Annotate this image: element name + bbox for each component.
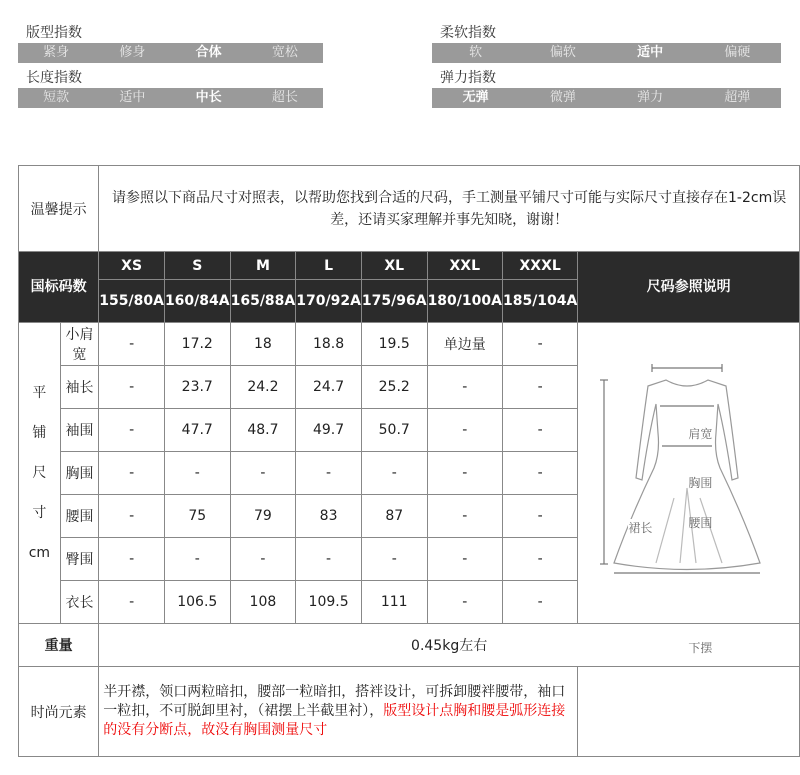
fashion-description: 半开襟，领口两粒暗扣，腰部一粒暗扣，搭袢设计，可拆卸腰袢腰带，袖口一粒扣，不可脱卸里衬，（裙摆上半截里衬）， [103,684,566,719]
fashion-empty-cell [578,667,800,757]
row-label: 袖长 [60,366,98,409]
cell: 24.2 [230,366,296,409]
index-option: 紧身 [43,45,70,60]
cell: 83 [296,495,362,538]
cell: - [427,538,502,581]
cell: - [99,323,165,366]
cell: - [427,581,502,624]
index-option: 微弹 [549,90,576,105]
index-option: 修身 [119,45,146,60]
cell: 50.7 [361,409,427,452]
index-bar-softness [432,43,781,63]
intl-code: 155/80A [99,280,165,323]
cell: - [502,409,577,452]
index-option: 超弹 [724,90,751,105]
row-label: 衣长 [60,581,98,624]
cell: - [164,538,230,581]
index-option: 弹力 [637,90,664,105]
cell: 19.5 [361,323,427,366]
cell: - [502,323,577,366]
cell: 111 [361,581,427,624]
intl-code: 160/84A [164,280,230,323]
size-header: XL [361,252,427,280]
cell: 48.7 [230,409,296,452]
cell: - [361,452,427,495]
cell: - [296,538,362,581]
cell: 17.2 [164,323,230,366]
fashion-text-cell [99,667,578,757]
row-label: 臀围 [60,538,98,581]
index-option: 偏硬 [724,45,751,60]
index-option: 超长 [271,90,298,105]
index-bar-length [18,88,323,108]
cell: - [230,452,296,495]
row-label: 胸围 [60,452,98,495]
cell: - [502,495,577,538]
diagram-label-hem: 下摆 [688,641,713,655]
cell: - [427,452,502,495]
fashion-label: 时尚元素 [19,667,99,757]
intl-code: 175/96A [361,280,427,323]
diagram-label-length: 裙长 [628,521,653,535]
intl-code: 170/92A [296,280,362,323]
tip-text: 请参照以下商品尺寸对照表，以帮助您找到合适的尺码，手工测量平铺尺寸可能与实际尺寸直接存在1-2cm误差，还请买家理解并事先知晓，谢谢！ [99,166,800,252]
reference-label: 尺码参照说明 [578,252,800,323]
cell: 79 [230,495,296,538]
cell: - [502,366,577,409]
cell: 108 [230,581,296,624]
cell: 18.8 [296,323,362,366]
cell: 75 [164,495,230,538]
cell: - [99,495,165,538]
cell: - [99,366,165,409]
cell: 18 [230,323,296,366]
index-title-softness: 柔软指数 [440,25,496,41]
cell: 106.5 [164,581,230,624]
index-option-selected: 中长 [195,90,222,105]
row-label: 腰围 [60,495,98,538]
row-label: 小肩宽 [60,323,98,366]
size-chart-table [18,165,800,757]
cell: - [99,409,165,452]
index-option: 适中 [119,90,146,105]
cell: - [427,366,502,409]
cell: - [164,452,230,495]
index-title-elasticity: 弹力指数 [440,70,496,86]
intl-code: 185/104A [502,280,577,323]
index-option: 宽松 [271,45,298,60]
cell: - [99,452,165,495]
weight-value: 0.45kg左右 [99,624,800,667]
cell: - [427,409,502,452]
dress-diagram [578,323,800,655]
diagram-label-shoulder: 肩宽 [688,427,713,441]
cell: - [502,452,577,495]
tip-label: 温馨提示 [19,166,99,252]
cell: 87 [361,495,427,538]
cell: - [502,538,577,581]
index-option: 软 [469,45,483,60]
cell: - [502,581,577,624]
intl-size-label: 国标码数 [19,252,99,323]
cell: - [296,452,362,495]
cell: 单边量 [427,323,502,366]
cell: - [361,538,427,581]
cell: 47.7 [164,409,230,452]
cell: - [99,538,165,581]
cell: - [230,538,296,581]
cell: - [427,495,502,538]
size-header: XXXL [502,252,577,280]
index-title-fit: 版型指数 [26,25,82,41]
index-option: 短款 [43,90,70,105]
cell: - [99,581,165,624]
index-bar-elasticity [432,88,781,108]
size-header: L [296,252,362,280]
fashion-note: 版型设计点胸和腰是弧形连接的没有分断点，故没有胸围测量尺寸 [103,703,566,738]
index-bar-fit [18,43,323,63]
size-header: XS [99,252,165,280]
index-title-length: 长度指数 [26,70,82,86]
flat-measure-label: 平铺尺寸cm [19,323,61,624]
index-option: 偏软 [549,45,576,60]
diagram-label-chest: 胸围 [688,476,713,490]
weight-label: 重量 [19,624,99,667]
cell: 49.7 [296,409,362,452]
intl-code: 180/100A [427,280,502,323]
cell: 23.7 [164,366,230,409]
diagram-label-waist: 腰围 [688,516,713,530]
size-header: M [230,252,296,280]
index-option-selected: 无弹 [462,90,489,105]
cell: 25.2 [361,366,427,409]
size-header: S [164,252,230,280]
intl-code: 165/88A [230,280,296,323]
size-header: XXL [427,252,502,280]
cell: 109.5 [296,581,362,624]
row-label: 袖围 [60,409,98,452]
cell: 24.7 [296,366,362,409]
index-option-selected: 适中 [637,45,664,60]
index-option-selected: 合体 [195,45,222,60]
dress-outline-icon [604,358,774,588]
